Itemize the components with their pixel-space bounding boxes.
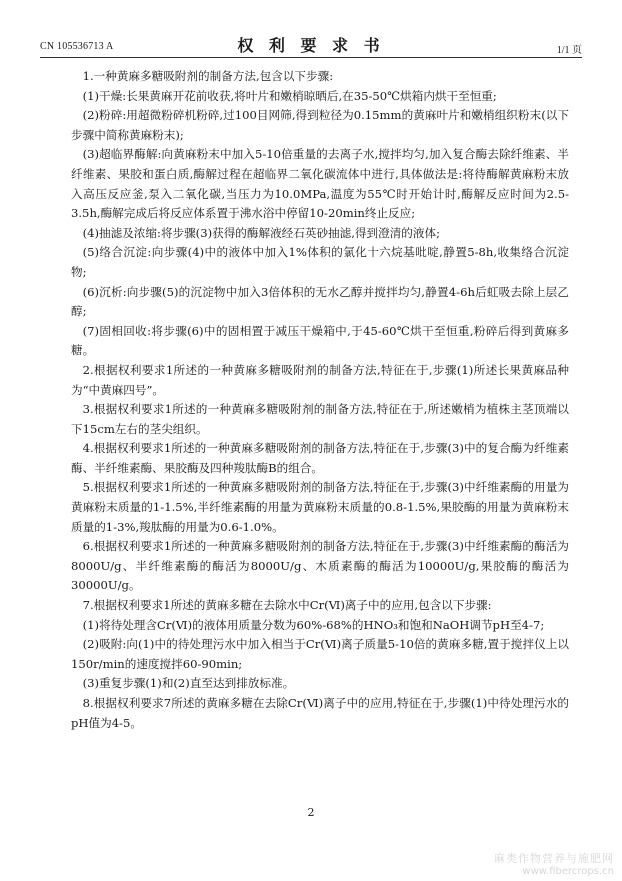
page-header bbox=[0, 0, 622, 60]
watermark-site-name: 麻类作物营养与施肥网 bbox=[494, 852, 614, 865]
claim-paragraph: 6.根据权利要求1所述的一种黄麻多糖吸附剂的制备方法,特征在于,步骤(3)中纤维素酶的酶活为8000U/g、半纤维素酶的酶活为8000U/g、木质素酶的酶活为10000U/g,果胶酶的酶活为30000U/g。 bbox=[71, 539, 569, 593]
claim-paragraph: 1.一种黄麻多糖吸附剂的制备方法,包含以下步骤: bbox=[82, 69, 334, 83]
claim-paragraph: 8.根据权利要求7所述的黄麻多糖在去除Cr(Ⅵ)离子中的应用,特征在于,步骤(1)中待处理污水的pH值为4-5。 bbox=[71, 696, 569, 730]
claim-paragraph: 5.根据权利要求1所述的一种黄麻多糖吸附剂的制备方法,特征在于,步骤(3)中纤维素酶的用量为黄麻粉末质量的1-1.5%,半纤维素酶的用量为黄麻粉末质量的0.8-1.5%,果胶酶的用量为黄麻粉末质量的1-3%,羧肽酶的用量为0.6-1.0%。 bbox=[71, 480, 569, 534]
claim-paragraph: (6)沉析:向步骤(5)的沉淀物中加入3倍体积的无水乙醇并搅拌均匀,静置4-6h后虹吸去除上层乙醇; bbox=[71, 284, 569, 319]
claim-paragraph: (1)干燥:长果黄麻开花前收获,将叶片和嫩梢晾晒后,在35-50℃烘箱内烘干至恒重; bbox=[82, 88, 497, 103]
claim-paragraph: (2)粉碎:用超微粉碎机粉碎,过100目网筛,得到粒径为0.15mm的黄麻叶片和嫩梢组织粉末(以下步骤中简称黄麻粉末); bbox=[71, 108, 569, 142]
claim-paragraph: 4.根据权利要求1所述的一种黄麻多糖吸附剂的制备方法,特征在于,步骤(3)中的复合酶为纤维素酶、半纤维素酶、果胶酶及四种羧肽酶B的组合。 bbox=[71, 441, 569, 475]
page-indicator: 1/1 页 bbox=[556, 45, 582, 56]
claim-paragraph: (1)将待处理含Cr(Ⅵ)的液体用质量分数为60%-68%的HNO₃和饱和NaOH调节pH至4-7; bbox=[82, 617, 545, 632]
header-divider bbox=[40, 57, 582, 58]
claim-paragraph: (4)抽滤及浓缩:将步骤(3)获得的酶解液经石英砂抽滤,得到澄清的液体; bbox=[82, 225, 440, 240]
watermark bbox=[494, 852, 614, 878]
claim-paragraph: (7)固相回收:将步骤(6)中的固相置于减压干燥箱中,于45-60℃烘干至恒重,粉碎后得到黄麻多糖。 bbox=[71, 323, 569, 358]
claim-paragraph: (3)超临界酶解:向黄麻粉末中加入5-10倍重量的去离子水,搅拌均匀,加入复合酶去除纤维素、半纤维素、果胶和蛋白质,酶解过程在超临界二氧化碳流体中进行,具体做法是:将待酶解黄麻粉末放入高压反应釜,泵入二氧化碳,当压力为10.0MPa,温度为55℃时开始计时,酶解反应时间为2.5-3.5h,酶解完成后将反应体系置于沸水浴中停留10-20min终止反应; bbox=[71, 147, 569, 221]
page-number: 2 bbox=[307, 806, 315, 819]
watermark-url: www.fibercrops.cn bbox=[522, 866, 614, 877]
claim-paragraph: 7.根据权利要求1所述的黄麻多糖在去除水中Cr(Ⅵ)离子中的应用,包含以下步骤: bbox=[82, 598, 492, 613]
publication-number: CN 105536713 A bbox=[40, 41, 114, 52]
claim-paragraph: (2)吸附:向(1)中的待处理污水中加入相当于Cr(Ⅵ)离子质量5-10倍的黄麻多糖,置于搅拌仪上以150r/min的速度搅拌60-90min; bbox=[71, 637, 569, 671]
claims-body bbox=[71, 67, 569, 733]
claim-paragraph: 2.根据权利要求1所述的一种黄麻多糖吸附剂的制备方法,特征在于,步骤(1)所述长果黄麻品种为“中黄麻四号”。 bbox=[71, 362, 569, 397]
document-title: 权 利 要 求 书 bbox=[237, 36, 385, 55]
claim-paragraph: (3)重复步骤(1)和(2)直至达到排放标准。 bbox=[82, 676, 295, 691]
claim-paragraph: 3.根据权利要求1所述的一种黄麻多糖吸附剂的制备方法,特征在于,所述嫩梢为植株主茎顶端以下15cm左右的茎尖组织。 bbox=[71, 402, 569, 436]
claim-paragraph: (5)络合沉淀:向步骤(4)中的液体中加入1%体积的氯化十六烷基吡啶,静置5-8h,收集络合沉淀物; bbox=[71, 245, 569, 279]
